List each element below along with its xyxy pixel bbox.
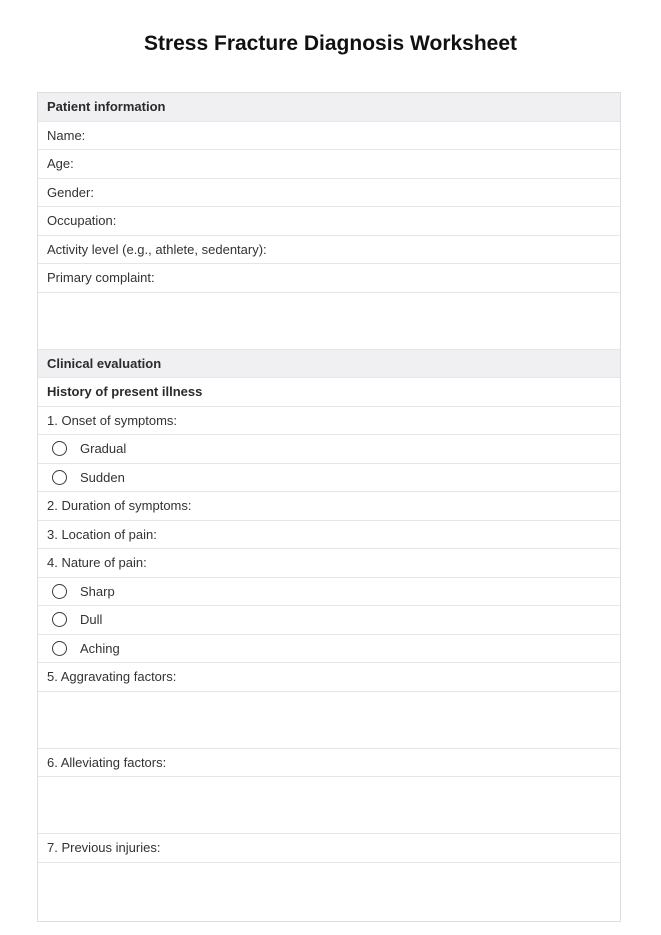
radio-option-label: Aching: [80, 640, 120, 656]
section-header-label: Clinical evaluation: [47, 355, 162, 371]
question-row-onset-of-symptoms[interactable]: [38, 407, 620, 436]
subsection-header-label: History of present illness: [47, 384, 203, 400]
answer-area-alleviating-factors[interactable]: [38, 777, 620, 834]
worksheet-table: [37, 92, 621, 922]
radio-option-dull[interactable]: [38, 606, 620, 635]
radio-option-label: Gradual: [80, 441, 127, 457]
question-label: 3. Location of pain:: [47, 526, 157, 542]
field-label: Age:: [47, 156, 74, 172]
radio-button-icon[interactable]: [52, 641, 67, 656]
field-row-activity-level[interactable]: [38, 236, 620, 265]
answer-area-primary-complaint[interactable]: [38, 293, 620, 350]
radio-option-label: Sharp: [80, 583, 115, 599]
subsection-header-history-of-present-illness: [38, 378, 620, 407]
radio-option-gradual[interactable]: [38, 435, 620, 464]
answer-area-aggravating-factors[interactable]: [38, 692, 620, 749]
radio-option-aching[interactable]: [38, 635, 620, 664]
field-label: Name:: [47, 127, 86, 143]
question-label: 4. Nature of pain:: [47, 555, 147, 571]
radio-option-label: Sudden: [80, 469, 125, 485]
question-label: 2. Duration of symptoms:: [47, 498, 192, 514]
question-row-aggravating-factors[interactable]: [38, 663, 620, 692]
radio-button-icon[interactable]: [52, 612, 67, 627]
radio-option-sharp[interactable]: [38, 578, 620, 607]
radio-button-icon[interactable]: [52, 584, 67, 599]
field-label: Activity level (e.g., athlete, sedentary):: [47, 241, 267, 257]
radio-button-icon[interactable]: [52, 470, 67, 485]
field-row-age[interactable]: [38, 150, 620, 179]
field-row-occupation[interactable]: [38, 207, 620, 236]
question-row-nature-of-pain[interactable]: [38, 549, 620, 578]
question-label: 6. Alleviating factors:: [47, 754, 167, 770]
section-header-clinical-evaluation: [38, 350, 620, 379]
field-label: Gender:: [47, 184, 94, 200]
question-row-location-of-pain[interactable]: [38, 521, 620, 550]
radio-option-sudden[interactable]: [38, 464, 620, 493]
question-row-duration-of-symptoms[interactable]: [38, 492, 620, 521]
question-row-alleviating-factors[interactable]: [38, 749, 620, 778]
field-label: Primary complaint:: [47, 270, 155, 286]
question-label: 7. Previous injuries:: [47, 840, 161, 856]
answer-area-previous-injuries[interactable]: [38, 863, 620, 921]
field-label: Occupation:: [47, 213, 117, 229]
radio-button-icon[interactable]: [52, 441, 67, 456]
section-header-patient-information: [38, 93, 620, 122]
section-header-label: Patient information: [47, 99, 166, 115]
radio-option-label: Dull: [80, 612, 103, 628]
field-row-gender[interactable]: [38, 179, 620, 208]
question-label: 1. Onset of symptoms:: [47, 412, 178, 428]
page-title: Stress Fracture Diagnosis Worksheet: [143, 32, 518, 55]
field-row-primary-complaint[interactable]: [38, 264, 620, 293]
question-label: 5. Aggravating factors:: [47, 669, 177, 685]
field-row-name[interactable]: [38, 122, 620, 151]
question-row-previous-injuries[interactable]: [38, 834, 620, 863]
